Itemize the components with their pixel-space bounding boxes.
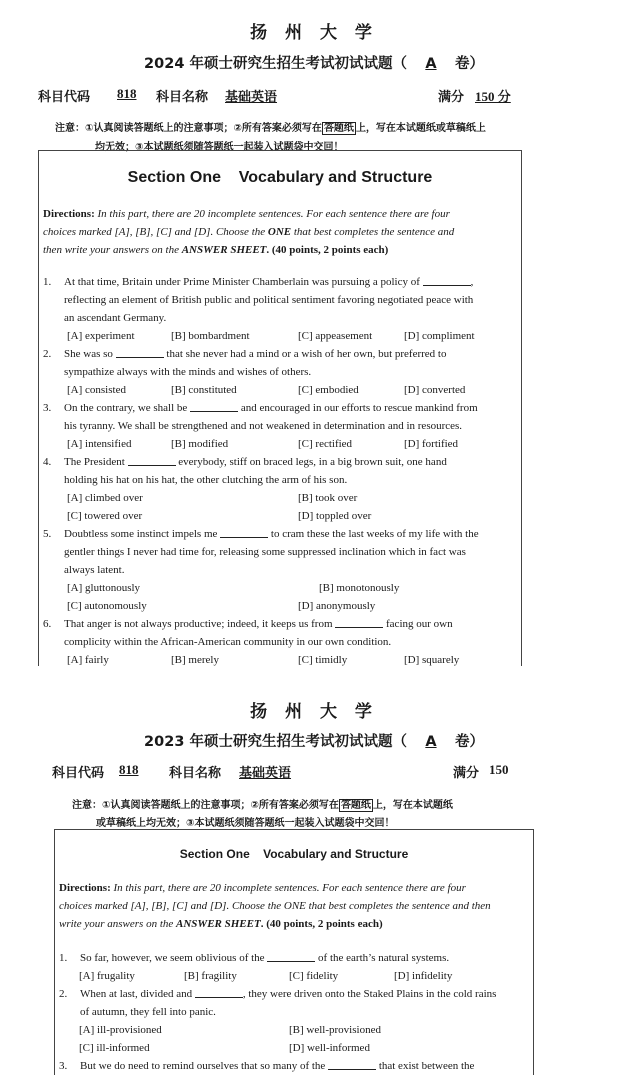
notice-line-2: 或草稿纸上均无效；③本试题纸须随答题纸一起装入试题袋中交回！ xyxy=(96,818,395,829)
option-d: [D] compliment xyxy=(404,330,475,342)
question-text: to cram these the last weeks of my life with the xyxy=(270,528,479,540)
option-d: [D] well-informed xyxy=(289,1042,370,1054)
exam-title xyxy=(0,52,628,73)
question-text: that exist between the xyxy=(378,1060,475,1072)
directions-points: . (40 points, 2 points each) xyxy=(266,244,389,256)
university-title: 扬 州 大 学 xyxy=(250,23,378,43)
directions-label: Directions: xyxy=(43,208,95,220)
directions xyxy=(59,879,531,933)
question-text: On the contrary, we shall be xyxy=(64,402,188,414)
notice-text-2: 上，写在本试题纸或草稿纸上 xyxy=(355,123,486,134)
question-text: gentler things I never had time for, releasing some suppressed inclination which in fact was xyxy=(64,546,466,558)
option-b: [B] fragility xyxy=(184,970,237,982)
notice-boxed-text: 答题纸 xyxy=(340,800,371,811)
directions-emphasis: ONE xyxy=(267,226,292,238)
answer-blank xyxy=(190,400,238,412)
university-title: 扬 州 大 学 xyxy=(250,702,378,722)
subject-name: 基础英语 xyxy=(239,766,292,781)
question-text: of the earth’s natural systems. xyxy=(318,952,450,964)
subject-code-label: 科目代码 xyxy=(38,90,91,105)
answer-blank xyxy=(328,1058,376,1070)
section-heading: Section One Vocabulary and Structure xyxy=(127,169,433,186)
full-score: 150 xyxy=(489,762,509,777)
option-b: [B] well-provisioned xyxy=(289,1024,381,1036)
question-item xyxy=(43,453,517,525)
question-text: his tyranny. We shall be strengthened and not weakened in determination and in resources. xyxy=(64,420,463,432)
subject-code: 818 xyxy=(119,762,139,777)
option-a: [A] intensified xyxy=(67,438,132,450)
answer-blank xyxy=(128,454,176,466)
question-text: of autumn, they fell into panic. xyxy=(80,1006,216,1018)
question-text: everybody, stiff on braced legs, in a big brown suit, one hand xyxy=(178,456,447,468)
answer-blank xyxy=(423,274,471,286)
directions-line: In this part, there are 20 incomplete sentences. For each sentence there are four xyxy=(97,208,450,220)
question-text: At that time, Britain under Prime Minister Chamberlain was pursuing a policy of xyxy=(64,276,420,288)
question-number: 2. xyxy=(59,988,68,1000)
question-item xyxy=(59,949,531,985)
directions-line: then write your answers on the xyxy=(43,244,179,256)
question-text: She was so xyxy=(64,348,113,360)
answer-blank xyxy=(195,986,243,998)
directions-emphasis: ANSWER SHEET xyxy=(181,244,267,256)
option-d: [D] anonymously xyxy=(298,600,376,612)
exam-title-prefix: 2023 年硕士研究生招生考试初试试题（ xyxy=(144,734,407,750)
question-frame xyxy=(54,829,534,1075)
option-b: [B] modified xyxy=(171,438,229,450)
notice-boxed-text: 答题纸 xyxy=(323,123,354,134)
paper-code: A xyxy=(425,734,437,750)
answer-blank xyxy=(220,526,268,538)
directions-line: choices marked [A], [B], [C] and [D]. Choose the xyxy=(43,226,266,238)
option-b: [B] constituted xyxy=(171,384,237,396)
question-item xyxy=(59,985,531,1057)
question-number: 1. xyxy=(59,952,68,964)
answer-blank xyxy=(267,950,315,962)
question-item xyxy=(43,525,517,615)
question-item xyxy=(43,615,517,666)
notice-line-2: 均无效；③本试题纸须随答题纸一起装入试题袋中交回！ xyxy=(95,142,344,153)
directions-points: . (40 points, 2 points each) xyxy=(260,918,383,930)
answer-blank xyxy=(335,616,383,628)
option-d: [D] squarely xyxy=(404,654,460,666)
option-b: [B] took over xyxy=(298,492,358,504)
option-d: [D] fortified xyxy=(404,438,459,450)
option-a: [A] experiment xyxy=(67,330,135,342)
question-text: reflecting an element of British public and political sentiment favoring negotiated peace with xyxy=(64,294,474,306)
option-c: [C] fidelity xyxy=(289,970,339,982)
exam-title-suffix: 卷） xyxy=(454,56,484,72)
exam-title-suffix: 卷） xyxy=(454,734,484,750)
question-number: 3. xyxy=(43,402,52,414)
section-heading: Section One Vocabulary and Structure xyxy=(179,847,409,861)
question-text: and encouraged in our efforts to rescue mankind from xyxy=(240,402,478,414)
directions-emphasis: ANSWER SHEET xyxy=(176,918,261,930)
option-a: [A] climbed over xyxy=(67,492,143,504)
question-item xyxy=(43,399,517,453)
option-c: [C] ill-informed xyxy=(79,1042,150,1054)
option-a: [A] gluttonously xyxy=(67,582,141,594)
option-a: [A] consisted xyxy=(67,384,126,396)
directions-line: choices marked [A], [B], [C] and [D]. Choose the ONE that best completes the sentence and then xyxy=(59,900,491,912)
notice-text-2: 上，写在本试题纸 xyxy=(372,800,453,811)
full-score-label: 满分 xyxy=(438,90,465,105)
question-text: , they were driven onto the Staked Plains in the cold rains xyxy=(242,988,497,1000)
question-text: Doubtless some instinct impels me xyxy=(64,528,218,540)
question-text: But we do need to remind ourselves that so many of the xyxy=(80,1060,326,1072)
option-b: [B] bombardment xyxy=(171,330,250,342)
option-d: [D] toppled over xyxy=(298,510,372,522)
question-number: 5. xyxy=(43,528,52,540)
question-text: an ascendant Germany. xyxy=(64,312,167,324)
option-b: [B] merely xyxy=(171,654,219,666)
question-text: That anger is not always productive; indeed, it keeps us from xyxy=(64,618,333,630)
question-text: When at last, divided and xyxy=(80,988,193,1000)
question-item xyxy=(43,345,517,399)
full-score-label: 满分 xyxy=(453,766,480,781)
notice xyxy=(72,796,453,811)
question-number: 6. xyxy=(43,618,52,630)
option-c: [C] autonomously xyxy=(67,600,147,612)
question-text: , xyxy=(470,276,474,288)
option-c: [C] rectified xyxy=(298,438,353,450)
option-b: [B] monotonously xyxy=(319,582,400,594)
notice-text-1: ①认真阅读答题纸上的注意事项；②所有答案必须写在 xyxy=(85,123,322,134)
subject-code-label: 科目代码 xyxy=(52,766,105,781)
directions-line: In this part, there are 20 incomplete sentences. For each sentence there are four xyxy=(113,882,466,894)
option-d: [D] converted xyxy=(404,384,466,396)
question-text: that she never had a mind or a wish of her own, but preferred to xyxy=(166,348,447,360)
option-a: [A] ill-provisioned xyxy=(79,1024,162,1036)
option-d: [D] infidelity xyxy=(394,970,453,982)
question-number: 1. xyxy=(43,276,52,288)
notice-label: 注意： xyxy=(55,123,85,134)
answer-blank xyxy=(116,346,164,358)
question-text: The President xyxy=(64,456,125,468)
question-number: 3. xyxy=(59,1060,68,1072)
question-item xyxy=(43,273,517,345)
option-c: [C] embodied xyxy=(298,384,359,396)
option-a: [A] fairly xyxy=(67,654,109,666)
directions-line: write your answers on the xyxy=(59,918,174,930)
option-c: [C] timidly xyxy=(298,654,348,666)
exam-title-prefix: 2024 年硕士研究生招生考试初试试题（ xyxy=(144,56,407,72)
directions xyxy=(43,205,517,259)
question-text: always latent. xyxy=(64,564,125,576)
notice xyxy=(55,119,486,134)
subject-name: 基础英语 xyxy=(225,90,278,105)
question-text: holding his hat on his hat, the other clutching the arm of his son. xyxy=(64,474,348,486)
option-c: [C] towered over xyxy=(67,510,143,522)
paper-code: A xyxy=(425,56,437,72)
option-a: [A] frugality xyxy=(79,970,135,982)
subject-name-label: 科目名称 xyxy=(156,90,209,105)
question-text: facing our own xyxy=(386,618,453,630)
option-c: [C] appeasement xyxy=(298,330,373,342)
notice-text-1: ①认真阅读答题纸上的注意事项；②所有答案必须写在 xyxy=(102,800,339,811)
notice-label: 注意： xyxy=(72,800,102,811)
directions-line: that best completes the sentence and xyxy=(293,226,455,238)
question-item xyxy=(59,1057,531,1075)
full-score: 150 分 xyxy=(475,89,511,104)
exam-title xyxy=(0,730,628,751)
question-number: 2. xyxy=(43,348,52,360)
question-text: So far, however, we seem oblivious of the xyxy=(80,952,265,964)
question-text: complicity within the African-American community in our own condition. xyxy=(64,636,392,648)
question-text: sympathize always with the minds and wishes of others. xyxy=(64,366,312,378)
question-frame xyxy=(38,150,522,666)
subject-name-label: 科目名称 xyxy=(169,766,222,781)
question-number: 4. xyxy=(43,456,52,468)
subject-code: 818 xyxy=(117,86,137,101)
directions-label: Directions: xyxy=(59,882,111,894)
